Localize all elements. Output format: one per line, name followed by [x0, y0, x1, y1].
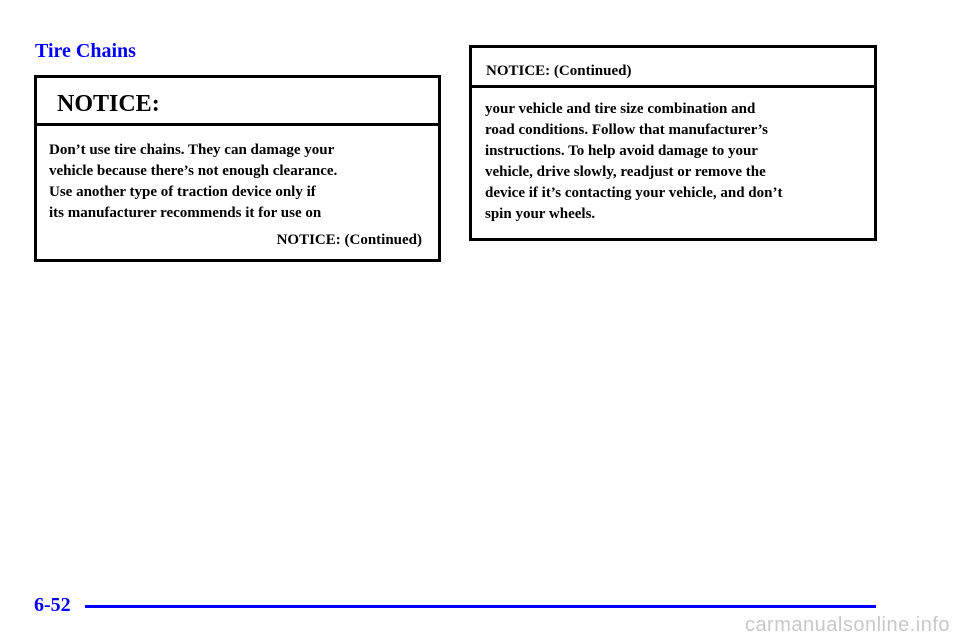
- notice-line: vehicle, drive slowly, readjust or remove the: [485, 164, 766, 180]
- notice-line: Don’t use tire chains. They can damage your: [49, 142, 335, 158]
- notice-continued-label: NOTICE: (Continued): [276, 232, 422, 248]
- notice-line: its manufacturer recommends it for use on: [49, 205, 322, 221]
- page-number: 6-52: [34, 594, 71, 616]
- notice-continued-heading: NOTICE: (Continued): [472, 48, 874, 88]
- notice-body: [472, 88, 874, 225]
- notice-line: device if it’s contacting your vehicle, and don’t: [485, 185, 783, 201]
- notice-line: Use another type of traction device only if: [49, 184, 316, 200]
- notice-line: road conditions. Follow that manufacturer’s: [485, 122, 768, 138]
- notice-box-right: [469, 45, 877, 241]
- notice-line: instructions. To help avoid damage to your: [485, 143, 758, 159]
- notice-line: your vehicle and tire size combination and: [485, 101, 756, 117]
- notice-line: spin your wheels.: [485, 206, 596, 222]
- section-title: Tire Chains: [35, 40, 136, 62]
- notice-box-left: [34, 75, 441, 262]
- notice-line: vehicle because there’s not enough clearance.: [49, 163, 338, 179]
- notice-heading: NOTICE:: [37, 78, 438, 126]
- notice-body: [37, 126, 438, 251]
- footer-divider: [85, 605, 876, 608]
- watermark: carmanualsonline.info: [744, 614, 950, 636]
